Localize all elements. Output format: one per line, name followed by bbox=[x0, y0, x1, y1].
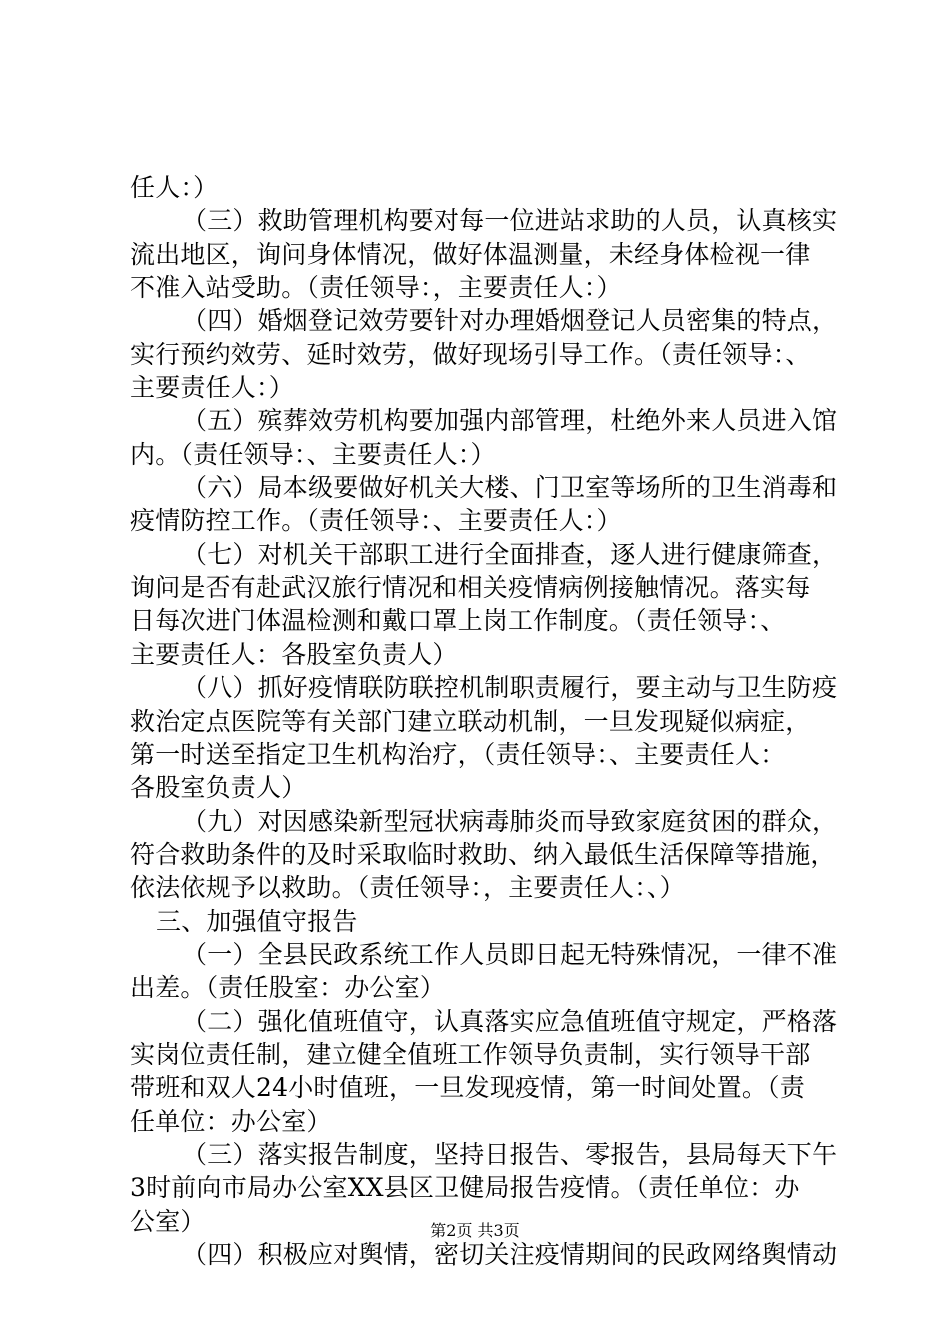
text-line: 任人：） bbox=[130, 173, 219, 202]
text-line: 各股室负责人） bbox=[130, 773, 307, 803]
text-line: 第一时送至指定卫生机构治疗，（责任领导：、主要责任人： bbox=[130, 739, 786, 769]
text-line: （四）婚烟登记效劳要针对办理婚烟登记人员密集的特点， bbox=[182, 306, 838, 336]
text-line: （四）积极应对舆情，密切关注疫情期间的民政网络舆情动 bbox=[182, 1240, 838, 1269]
text-line: （六）局本级要做好机关大楼、门卫室等场所的卫生消毒和 bbox=[182, 473, 838, 503]
text-line: 疫情防控工作。（责任领导：、主要责任人：） bbox=[130, 506, 622, 536]
text-line: 依法依规予以救助。（责任领导：，主要责任人：、） bbox=[130, 873, 685, 903]
text-line: 三、加强值守报告 bbox=[156, 906, 358, 936]
text-line: （二）强化值班值守，认真落实应急值班值守规定，严格落 bbox=[182, 1006, 838, 1036]
text-line: （三）救助管理机构要对每一位进站求助的人员，认真核实 bbox=[182, 206, 838, 236]
page-footer: 第2页 共3页 bbox=[430, 1221, 520, 1240]
text-line: （一）全县民政系统工作人员即日起无特殊情况，一律不准 bbox=[182, 939, 838, 969]
document-body bbox=[130, 171, 838, 1271]
text-line: 符合救助条件的及时采取临时救助、纳入最低生活保障等措施， bbox=[130, 839, 836, 869]
text-line: 主要责任人：各股室负责人） bbox=[130, 639, 458, 669]
text-line: 实行预约效劳、延时效劳，做好现场引导工作。（责任领导：、 bbox=[130, 339, 811, 369]
text-line: 出差。（责任股室：办公室） bbox=[130, 973, 446, 1003]
text-line: （八）抓好疫情联防联控机制职责履行，要主动与卫生防疫 bbox=[182, 673, 838, 703]
text-line: 救治定点医院等有关部门建立联动机制，一旦发现疑似病症， bbox=[130, 706, 811, 736]
text-line: 不准入站受助。（责任领导：，主要责任人：） bbox=[130, 273, 622, 303]
text-line: 内。（责任领导：、主要责任人：） bbox=[130, 439, 496, 469]
text-line: 带班和双人24小时值班，一旦发现疫情，第一时间处置。（责 bbox=[130, 1073, 805, 1103]
text-line: 3时前向市局办公室XX县区卫健局报告疫情。（责任单位：办 bbox=[130, 1173, 800, 1203]
text-line: （九）对因感染新型冠状病毒肺炎而导致家庭贫困的群众， bbox=[182, 806, 838, 836]
text-line: 流出地区，询问身体情况，做好体温测量，未经身体检视一律 bbox=[130, 239, 811, 269]
text-line: 询问是否有赴武汉旅行情况和相关疫情病例接触情况。落实每 bbox=[130, 573, 811, 603]
text-line: （五）殡葬效劳机构要加强内部管理，杜绝外来人员进入馆 bbox=[182, 406, 838, 436]
text-line: （七）对机关干部职工进行全面排查，逐人进行健康筛查， bbox=[182, 539, 838, 569]
text-line: （三）落实报告制度，坚持日报告、零报告，县局每天下午 bbox=[182, 1139, 838, 1169]
text-line: 实岗位责任制，建立健全值班工作领导负责制，实行领导干部 bbox=[130, 1039, 811, 1069]
text-line: 主要责任人：） bbox=[130, 373, 294, 403]
text-line: 任单位：办公室） bbox=[130, 1106, 332, 1136]
text-line: 日每次进门体温检测和戴口罩上岗工作制度。（责任领导：、 bbox=[130, 606, 786, 636]
text-line: 公室） bbox=[130, 1206, 206, 1236]
